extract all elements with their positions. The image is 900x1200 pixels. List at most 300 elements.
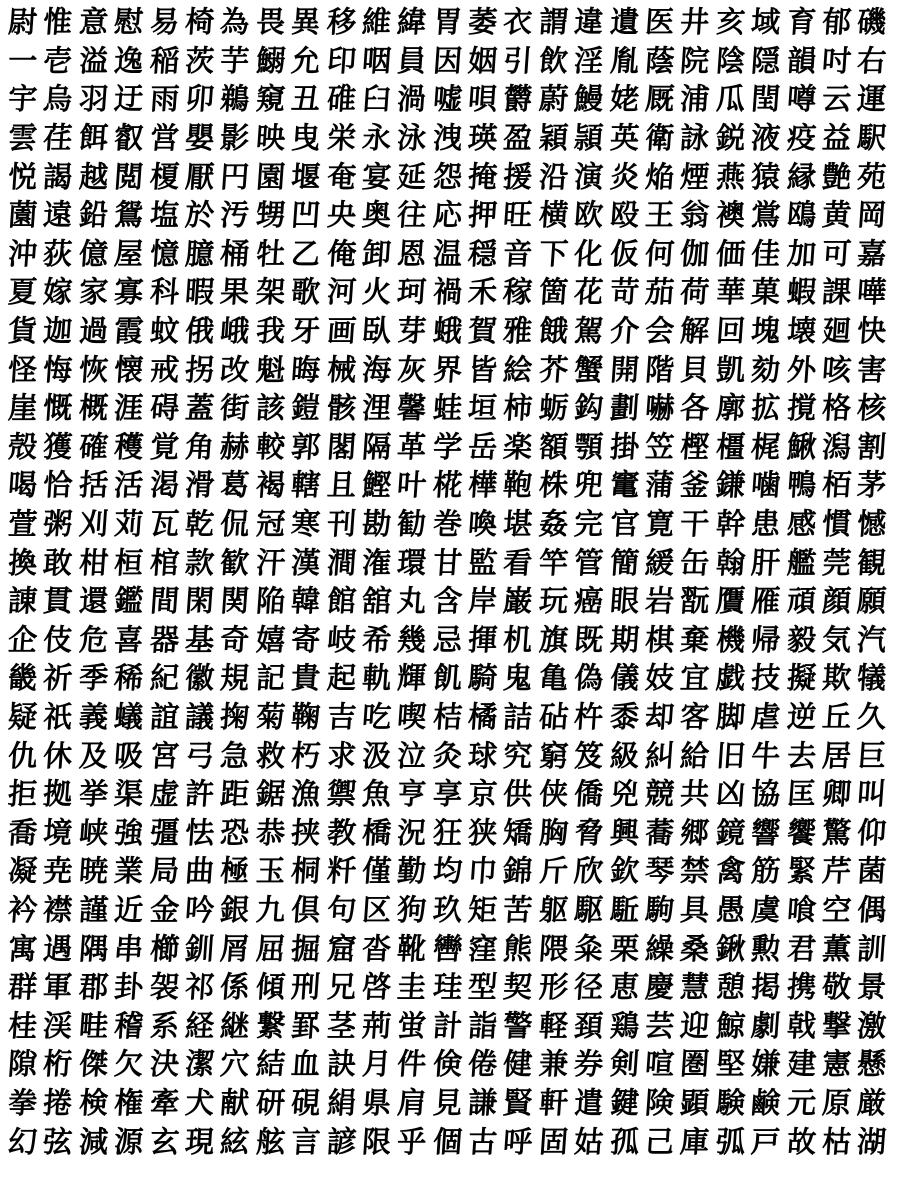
kanji-character: 慶: [644, 969, 676, 1004]
kanji-character: 栄: [325, 120, 357, 155]
kanji-character: 郡: [77, 969, 110, 1004]
kanji-character: 介: [608, 313, 641, 348]
kanji-character: 烏: [42, 81, 74, 117]
kanji-character: 漁: [290, 776, 322, 812]
kanji-character: 粥: [42, 506, 74, 541]
kanji-character: 押: [467, 197, 499, 233]
kanji-character: 衣: [502, 4, 534, 40]
kanji-character: 諺: [325, 1123, 357, 1159]
kanji-character: 稲: [148, 43, 181, 78]
kanji-character: 棄: [679, 621, 711, 657]
kanji-character: 間: [148, 583, 181, 619]
kanji-character: 泣: [396, 737, 428, 773]
kanji-character: 括: [77, 467, 110, 503]
kanji-character: 躯: [537, 892, 570, 927]
kanji-character: 玄: [148, 1123, 181, 1159]
kanji-character: 鵜: [219, 81, 251, 117]
kanji-character: 荏: [42, 120, 74, 155]
kanji-character: 危: [77, 621, 110, 657]
kanji-character: 轄: [290, 467, 322, 503]
kanji-character: 限: [360, 1123, 393, 1159]
kanji-character: 塩: [148, 197, 181, 233]
kanji-character: 莞: [820, 544, 853, 580]
kanji-character: 虚: [148, 776, 181, 812]
kanji-character: 翁: [679, 197, 711, 233]
kanji-character: 罫: [290, 1007, 322, 1043]
kanji-character: 襟: [42, 892, 74, 927]
kanji-character: 虞: [750, 892, 782, 927]
kanji-character: 魁: [254, 351, 287, 387]
kanji-character: 家: [77, 274, 110, 310]
kanji-character: 允: [290, 43, 322, 78]
kanji-character: 匡: [785, 776, 818, 812]
kanji-character: 鶏: [608, 1007, 641, 1043]
kanji-character: 己: [644, 1123, 676, 1159]
kanji-character: 骸: [325, 390, 357, 426]
kanji-character: 協: [750, 776, 782, 812]
kanji-character: 茅: [856, 467, 888, 503]
kanji-character: 陥: [254, 583, 287, 619]
kanji-character: 桔: [431, 699, 464, 734]
kanji-character: 穎: [537, 120, 570, 155]
character-row: [0, 350, 900, 389]
kanji-character: 含: [431, 583, 464, 619]
kanji-character: 炎: [608, 158, 641, 194]
character-row: [0, 891, 900, 930]
kanji-character: 験: [714, 1085, 747, 1120]
kanji-character: 影: [219, 120, 251, 155]
kanji-character: 環: [396, 544, 428, 580]
kanji-character: 霞: [113, 313, 145, 348]
kanji-character: 串: [113, 930, 145, 966]
kanji-character: 桐: [290, 853, 322, 889]
kanji-character: 疑: [7, 699, 39, 734]
kanji-character: 乎: [396, 1123, 428, 1159]
kanji-character: 柿: [502, 390, 534, 426]
kanji-character: 監: [467, 544, 499, 580]
kanji-character: 悦: [7, 158, 39, 194]
character-row: [0, 389, 900, 428]
kanji-character: 潟: [820, 428, 853, 464]
kanji-character: 巨: [856, 737, 888, 773]
kanji-character: 嘩: [856, 274, 888, 310]
kanji-character: 岐: [325, 621, 357, 657]
kanji-character: 医: [644, 4, 676, 40]
kanji-character: 遠: [42, 197, 74, 233]
kanji-character: 狗: [396, 892, 428, 927]
kanji-character: 琴: [644, 853, 676, 889]
kanji-character: 碍: [148, 390, 181, 426]
kanji-character: 喬: [7, 814, 39, 850]
kanji-character: 馨: [396, 390, 428, 426]
kanji-character: 供: [502, 776, 534, 812]
kanji-character: 陰: [714, 43, 747, 78]
kanji-character: 椛: [431, 467, 464, 503]
kanji-character: 兇: [608, 776, 641, 812]
kanji-character: 岡: [856, 197, 888, 233]
kanji-character: 越: [77, 158, 110, 194]
kanji-character: 画: [325, 313, 357, 348]
kanji-character: 換: [7, 544, 39, 580]
kanji-character: 干: [679, 506, 711, 541]
kanji-character: 栢: [820, 467, 853, 503]
kanji-character: 笠: [644, 428, 676, 464]
kanji-character: 茎: [325, 1007, 357, 1043]
character-row: [0, 1084, 900, 1123]
kanji-character: 潅: [360, 544, 393, 580]
kanji-character: 伽: [679, 236, 711, 271]
kanji-character: 釜: [679, 467, 711, 503]
kanji-character: 胸: [537, 814, 570, 850]
kanji-character: 脅: [573, 814, 605, 850]
kanji-character: 庫: [679, 1123, 711, 1159]
kanji-character: 欽: [608, 853, 641, 889]
kanji-character: 軒: [537, 1085, 570, 1120]
kanji-character: 軌: [360, 660, 393, 696]
kanji-character: 界: [431, 351, 464, 387]
kanji-character: 芽: [396, 313, 428, 348]
kanji-character: 栗: [608, 930, 641, 966]
kanji-character: 祈: [42, 660, 74, 696]
kanji-character: 及: [77, 737, 110, 773]
kanji-character: 仇: [7, 737, 39, 773]
kanji-character: 言: [290, 1123, 322, 1159]
kanji-character: 院: [679, 43, 711, 78]
kanji-character: 孤: [608, 1123, 641, 1159]
kanji-character: 迂: [113, 81, 145, 117]
kanji-character: 戯: [714, 660, 747, 696]
kanji-character: 帰: [750, 621, 782, 657]
kanji-character: 珪: [431, 969, 464, 1004]
kanji-character: 喰: [785, 892, 818, 927]
kanji-character: 諌: [7, 583, 39, 619]
kanji-character: 尭: [42, 853, 74, 889]
kanji-character: 巌: [502, 583, 534, 619]
kanji-character: 畏: [254, 4, 287, 40]
kanji-character: 係: [219, 969, 251, 1004]
kanji-character: 衿: [7, 892, 39, 927]
kanji-character: 甘: [431, 544, 464, 580]
kanji-character: 英: [608, 120, 641, 155]
kanji-character: 企: [7, 621, 39, 657]
kanji-character: 計: [431, 1007, 464, 1043]
character-row: [0, 1006, 900, 1045]
kanji-character: 詣: [467, 1007, 499, 1043]
kanji-character: 沿: [537, 158, 570, 194]
kanji-character: 焔: [644, 158, 676, 194]
kanji-character: 却: [644, 699, 676, 734]
kanji-character: 久: [856, 699, 888, 734]
kanji-character: 血: [290, 1046, 322, 1082]
character-row: [0, 42, 900, 81]
kanji-character: 胃: [431, 4, 464, 40]
character-row: [0, 659, 900, 698]
kanji-character: 億: [77, 236, 110, 271]
kanji-character: 薫: [820, 930, 853, 966]
kanji-character: 核: [856, 390, 888, 426]
kanji-character: 警: [502, 1007, 534, 1043]
kanji-character: 業: [113, 853, 145, 889]
kanji-character: 官: [608, 506, 641, 541]
kanji-character: 侠: [537, 776, 570, 812]
kanji-character: 誼: [148, 699, 181, 734]
kanji-character: 疫: [785, 120, 818, 155]
kanji-character: 椅: [183, 4, 216, 40]
kanji-character: 応: [431, 197, 464, 233]
kanji-character: 寓: [7, 930, 39, 966]
kanji-character: 浬: [360, 390, 393, 426]
kanji-character: 灸: [431, 737, 464, 773]
kanji-character: 岳: [467, 428, 499, 464]
kanji-character: 穴: [219, 1046, 251, 1082]
kanji-character: 群: [7, 969, 39, 1004]
kanji-character: 看: [502, 544, 534, 580]
kanji-character: 廻: [820, 313, 853, 348]
kanji-character: 軽: [537, 1007, 570, 1043]
kanji-character: 朽: [290, 737, 322, 773]
kanji-character: 粂: [573, 930, 605, 966]
kanji-character: 架: [254, 274, 287, 310]
kanji-character: 臼: [360, 81, 393, 117]
kanji-character: 引: [502, 43, 534, 78]
kanji-character: 隅: [77, 930, 110, 966]
kanji-character: 患: [750, 506, 782, 541]
kanji-character: 渠: [113, 776, 145, 812]
kanji-character: 亨: [396, 776, 428, 812]
kanji-character: 蒲: [644, 467, 676, 503]
kanji-character: 原: [820, 1085, 853, 1120]
character-row: [0, 3, 900, 42]
kanji-character: 競: [644, 776, 676, 812]
kanji-character: 永: [360, 120, 393, 155]
kanji-character: 掬: [219, 699, 251, 734]
kanji-character: 権: [113, 1085, 145, 1120]
kanji-character: 廓: [714, 390, 747, 426]
kanji-character: 灰: [396, 351, 428, 387]
kanji-character: 休: [42, 737, 74, 773]
kanji-character: 怨: [431, 158, 464, 194]
kanji-character: 液: [750, 120, 782, 155]
kanji-character: 韓: [290, 583, 322, 619]
kanji-character: 屋: [113, 236, 145, 271]
kanji-character: 蛍: [396, 1007, 428, 1043]
kanji-character: 喝: [7, 467, 39, 503]
kanji-character: 屈: [254, 930, 287, 966]
kanji-character: 缶: [679, 544, 711, 580]
kanji-character: 咽: [360, 43, 393, 78]
kanji-character: 宇: [7, 81, 39, 117]
kanji-character: 郷: [679, 814, 711, 850]
kanji-character: 卦: [113, 969, 145, 1004]
kanji-character: 軍: [42, 969, 74, 1004]
kanji-character: 館: [325, 583, 357, 619]
kanji-character: 究: [502, 737, 534, 773]
kanji-character: 洩: [431, 120, 464, 155]
kanji-character: 堅: [714, 1046, 747, 1082]
kanji-character: 科: [148, 274, 181, 310]
kanji-character: 喚: [467, 506, 499, 541]
kanji-character: 円: [219, 158, 251, 194]
kanji-character: 魚: [360, 776, 393, 812]
kanji-character: 拡: [750, 390, 782, 426]
kanji-character: 嘉: [856, 236, 888, 271]
kanji-character: 逸: [113, 43, 145, 78]
kanji-character: 訣: [325, 1046, 357, 1082]
kanji-character: 央: [325, 197, 357, 233]
kanji-character: 瑛: [467, 120, 499, 155]
kanji-character: 研: [254, 1085, 287, 1120]
character-row: [0, 582, 900, 621]
kanji-character: 玖: [431, 892, 464, 927]
kanji-character: 蛙: [431, 390, 464, 426]
kanji-character: 禦: [325, 776, 357, 812]
kanji-character: 鴬: [750, 197, 782, 233]
kanji-character: 居: [820, 737, 853, 773]
kanji-character: 嘘: [431, 81, 464, 117]
kanji-character: 瓜: [714, 81, 747, 117]
kanji-character: 結: [254, 1046, 287, 1082]
kanji-character: 弦: [42, 1123, 74, 1159]
kanji-character: 異: [290, 4, 322, 40]
kanji-character: 僑: [573, 776, 605, 812]
kanji-character: 券: [573, 1046, 605, 1082]
kanji-character: 均: [431, 853, 464, 889]
kanji-character: 繰: [644, 930, 676, 966]
kanji-character: 丸: [396, 583, 428, 619]
kanji-character: 悔: [42, 351, 74, 387]
kanji-character: 雅: [502, 313, 534, 348]
kanji-character: 於: [183, 197, 216, 233]
kanji-character: 姑: [573, 1123, 605, 1159]
kanji-character: 厩: [644, 81, 676, 117]
kanji-character: 桁: [42, 1046, 74, 1082]
kanji-character: 凶: [714, 776, 747, 812]
kanji-character: 苦: [502, 892, 534, 927]
kanji-character: 境: [42, 814, 74, 850]
kanji-character: 完: [573, 506, 605, 541]
kanji-character: 挟: [290, 814, 322, 850]
kanji-character: 舷: [254, 1123, 287, 1159]
kanji-character: 右: [856, 43, 888, 78]
kanji-character: 稼: [502, 274, 534, 310]
character-grid: [0, 3, 900, 1161]
kanji-character: 建: [785, 1046, 818, 1082]
kanji-character: 徽: [183, 660, 216, 696]
kanji-character: 樫: [679, 428, 711, 464]
kanji-character: 空: [820, 892, 853, 927]
kanji-character: 犬: [183, 1085, 216, 1120]
kanji-character: 隈: [537, 930, 570, 966]
kanji-character: 飢: [431, 660, 464, 696]
kanji-character: 鍬: [714, 930, 747, 966]
kanji-character: 稽: [113, 1007, 145, 1043]
kanji-character: 頑: [785, 583, 818, 619]
kanji-character: 畦: [77, 1007, 110, 1043]
kanji-character: 縁: [785, 158, 818, 194]
kanji-character: 惟: [42, 4, 74, 40]
kanji-character: 恵: [608, 969, 641, 1004]
kanji-character: 靴: [396, 930, 428, 966]
kanji-character: 欝: [502, 81, 534, 117]
kanji-character: 傑: [77, 1046, 110, 1082]
kanji-character: 鯨: [714, 1007, 747, 1043]
kanji-character: 演: [573, 158, 605, 194]
kanji-character: 恢: [77, 351, 110, 387]
kanji-character: 欠: [113, 1046, 145, 1082]
kanji-character: 鹸: [750, 1085, 782, 1120]
kanji-character: 解: [679, 313, 711, 348]
kanji-character: 萎: [467, 4, 499, 40]
kanji-character: 駆: [573, 892, 605, 927]
kanji-character: 月: [360, 1046, 393, 1082]
kanji-character: 慧: [679, 969, 711, 1004]
kanji-character: 詠: [679, 120, 711, 155]
kanji-character: 伎: [42, 621, 74, 657]
kanji-character: 外: [785, 351, 818, 387]
kanji-character: 咳: [820, 351, 853, 387]
kanji-character: 矯: [502, 814, 534, 850]
kanji-character: 錦: [502, 853, 534, 889]
kanji-character: 径: [573, 969, 605, 1004]
kanji-character: 希: [360, 621, 393, 657]
kanji-character: 鴨: [785, 467, 818, 503]
kanji-character: 飲: [537, 43, 570, 78]
kanji-character: 我: [254, 313, 287, 348]
kanji-character: 仰: [856, 814, 888, 850]
kanji-character: 許: [183, 776, 216, 812]
kanji-character: 絃: [219, 1123, 251, 1159]
kanji-character: 彊: [148, 814, 181, 850]
kanji-character: 為: [219, 4, 251, 40]
kanji-character: 堰: [290, 158, 322, 194]
kanji-character: 儀: [608, 660, 641, 696]
kanji-character: 員: [396, 43, 428, 78]
kanji-character: 謂: [537, 4, 570, 40]
kanji-character: 橘: [467, 699, 499, 734]
kanji-character: 怯: [183, 814, 216, 850]
kanji-character: 鰻: [573, 81, 605, 117]
kanji-character: 汚: [219, 197, 251, 233]
kanji-character: 泳: [396, 120, 428, 155]
character-row: [0, 929, 900, 968]
kanji-character: 殻: [7, 428, 39, 464]
kanji-character: 源: [113, 1123, 145, 1159]
kanji-character: 駅: [856, 120, 888, 155]
kanji-character: 臥: [360, 313, 393, 348]
kanji-character: 堪: [502, 506, 534, 541]
kanji-character: 稀: [113, 660, 145, 696]
kanji-character: 河: [325, 274, 357, 310]
kanji-character: 虐: [750, 699, 782, 734]
character-row: [0, 505, 900, 544]
kanji-character: 迎: [679, 1007, 711, 1043]
kanji-character: 宴: [360, 158, 393, 194]
kanji-character: 求: [325, 737, 357, 773]
kanji-character: 苑: [856, 158, 888, 194]
kanji-character: 筋: [750, 853, 782, 889]
kanji-character: 鞄: [502, 467, 534, 503]
kanji-character: 姻: [467, 43, 499, 78]
kanji-character: 卯: [183, 81, 216, 117]
character-row: [0, 852, 900, 891]
kanji-character: 蔚: [537, 81, 570, 117]
kanji-character: 慣: [820, 506, 853, 541]
kanji-character: 句: [325, 892, 357, 927]
kanji-character: 果: [219, 274, 251, 310]
kanji-character: 韻: [785, 43, 818, 78]
kanji-character: 獲: [42, 428, 74, 464]
kanji-character: 騎: [467, 660, 499, 696]
